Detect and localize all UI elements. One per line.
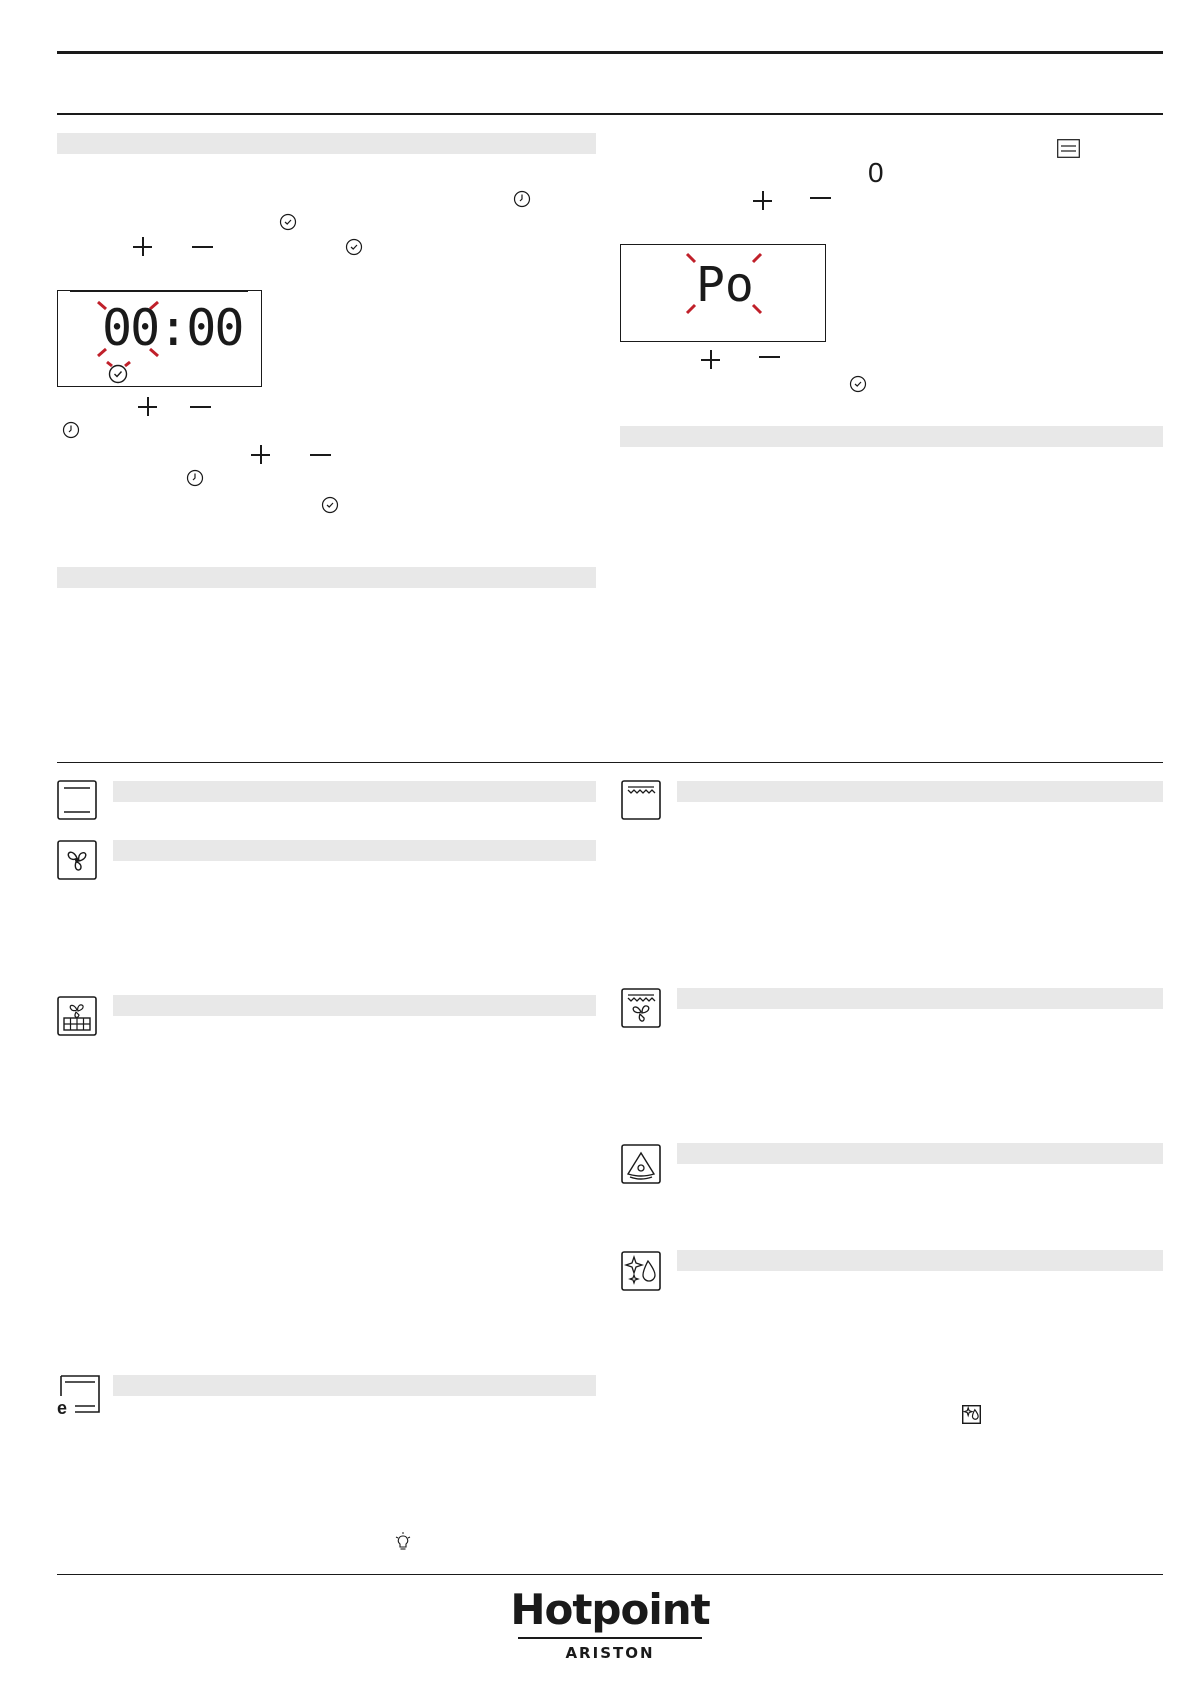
clean-icon bbox=[621, 1251, 661, 1291]
plus-icon bbox=[701, 350, 720, 369]
clock-display bbox=[57, 290, 262, 387]
clock-check-icon bbox=[345, 238, 363, 256]
clean-icon bbox=[962, 1405, 981, 1424]
clock-check-icon bbox=[108, 364, 128, 384]
clock-check-icon bbox=[849, 375, 867, 393]
section-bar-right-1 bbox=[620, 426, 1163, 447]
section-bar-clean bbox=[677, 1250, 1163, 1271]
menu-icon bbox=[1057, 139, 1080, 158]
minus-icon bbox=[759, 347, 778, 366]
clock-time: 00:00 bbox=[102, 299, 243, 357]
section-bar-grill bbox=[677, 781, 1163, 802]
section-bar-grill-fan bbox=[677, 988, 1163, 1009]
plus-icon bbox=[251, 445, 270, 464]
timer-icon bbox=[513, 190, 531, 208]
timer-icon bbox=[62, 421, 80, 439]
light-bulb-icon bbox=[395, 1532, 411, 1552]
power-display bbox=[620, 244, 826, 342]
middle-rule bbox=[57, 762, 1163, 763]
minus-icon bbox=[810, 188, 829, 207]
section-bar-clock bbox=[57, 133, 596, 154]
header-rule bbox=[57, 113, 1163, 115]
svg-text:e: e bbox=[57, 1398, 68, 1416]
minus-icon bbox=[192, 237, 211, 256]
conventional-icon bbox=[57, 780, 97, 820]
pizza-icon bbox=[621, 1144, 661, 1184]
plus-icon bbox=[753, 191, 772, 210]
section-bar-pizza bbox=[677, 1143, 1163, 1164]
eco-icon bbox=[57, 1374, 101, 1416]
minus-icon bbox=[190, 397, 209, 416]
section-bar-fan-grill bbox=[113, 995, 596, 1016]
power-code: Po bbox=[696, 257, 754, 313]
section-bar-conventional bbox=[113, 781, 596, 802]
grill-fan-icon bbox=[621, 988, 661, 1028]
fan-grill-icon bbox=[57, 996, 97, 1036]
section-bar-fan bbox=[113, 840, 596, 861]
minus-icon bbox=[310, 445, 329, 464]
clock-check-icon bbox=[321, 496, 339, 514]
zero-digit: 0 bbox=[868, 157, 884, 188]
clock-check-icon bbox=[279, 213, 297, 231]
section-bar-eco bbox=[113, 1375, 596, 1396]
fan-icon bbox=[57, 840, 97, 880]
brand-sublogo: ARISTON bbox=[565, 1644, 655, 1662]
plus-icon bbox=[138, 397, 157, 416]
top-rule bbox=[57, 51, 1163, 54]
timer-icon bbox=[186, 469, 204, 487]
brand-logo: Hotpoint bbox=[510, 1585, 710, 1634]
brand-divider bbox=[518, 1637, 702, 1639]
plus-icon bbox=[133, 237, 152, 256]
footer-rule bbox=[57, 1574, 1163, 1575]
section-bar-left-2 bbox=[57, 567, 596, 588]
grill-icon bbox=[621, 780, 661, 820]
